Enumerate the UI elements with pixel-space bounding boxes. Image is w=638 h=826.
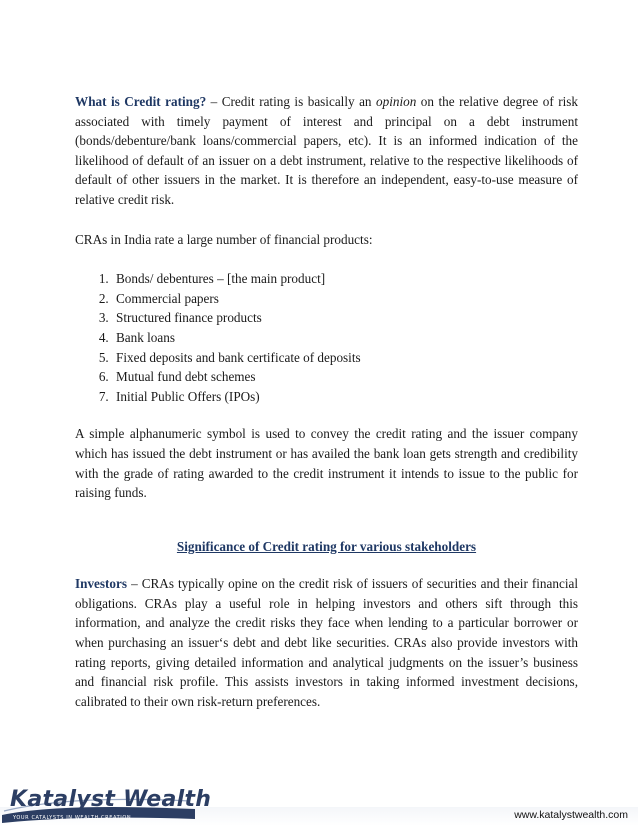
list-item: 6. Mutual fund debt schemes: [112, 367, 578, 387]
list-item: 1. Bonds/ debentures – [the main product]: [112, 269, 578, 289]
investors-lead: Investors: [75, 576, 128, 592]
investors-paragraph: [75, 574, 578, 711]
list-item: 3. Structured finance products: [112, 308, 578, 328]
products-list: [75, 269, 578, 406]
products-intro: CRAs in India rate a large number of financial products:: [75, 231, 373, 247]
list-item: 2. Commercial papers: [112, 289, 578, 309]
list-item: 4. Bank loans: [112, 328, 578, 348]
symbol-paragraph: A simple alphanumeric symbol is used to convey the credit rating and the issuer company which has issued the debt instrument or has availed the bank loan gets strength and credibility with the grade of rating awarded to the credit instrument it intends to issue to the public for raising funds.: [75, 426, 578, 501]
credit-rating-paragraph: [75, 92, 578, 210]
section-heading: Significance of Credit rating for various stakeholders: [176, 538, 477, 554]
logo-text: Katalyst Wealth: [10, 787, 212, 812]
credit-rating-text-2: on the relative degree of risk associated with timely payment of interest and principal on a debt instrument (bonds/debenture/bank loans/commercial papers, etc). It is an informed indication of the likelihood of default of an issuer on a debt instrument, relative to the respective likelihoods of default of other issuers in the market. It is therefore an independent, easy-to-use measure of relative credit risk.: [75, 94, 578, 207]
list-item: 7. Initial Public Offers (IPOs): [112, 387, 578, 407]
logo-tagline: YOUR CATALYSTS IN WEALTH CREATION: [13, 815, 132, 821]
website-link[interactable]: www.katalystwealth.com: [514, 809, 628, 821]
document-body: [75, 92, 578, 711]
list-item: 5. Fixed deposits and bank certificate of deposits: [112, 348, 578, 368]
credit-rating-emphasis: opinion: [376, 94, 417, 109]
investors-text: – CRAs typically opine on the credit risk of issuers of securities and their financial obligations. CRAs play a useful role in helping investors and others sift through this information, and analyze the credit risks they face when lending to a particular borrower or when purchasing an issuer‘s debt and debt like securities. CRAs also provide investors with rating reports, giving detailed information and analytical judgments on the issuer’s business and financial risk profile. This assists investors in taking informed investment decisions, calibrated to their own risk-return preferences.: [75, 576, 578, 709]
credit-rating-text-1: – Credit rating is basically an: [206, 94, 377, 109]
credit-rating-lead: What is Credit rating?: [75, 94, 207, 109]
